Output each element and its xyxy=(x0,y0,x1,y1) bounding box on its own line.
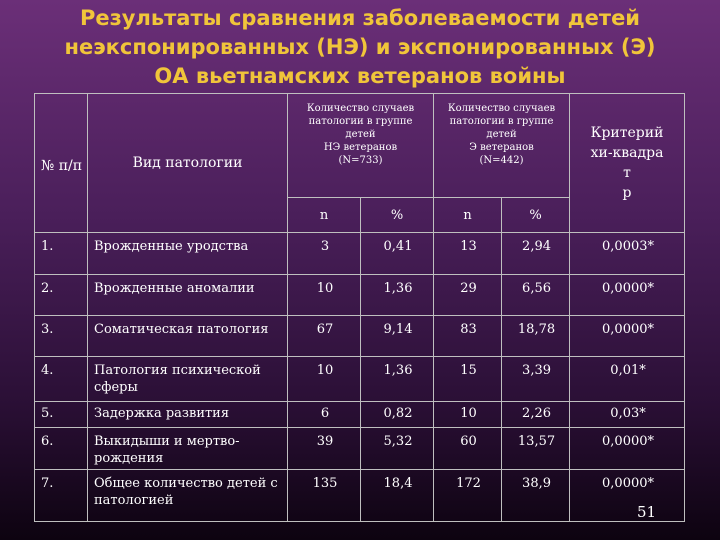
row-e-pct: 2,94 xyxy=(502,233,570,275)
row-criterion: 0,0000* xyxy=(570,275,685,316)
table-row xyxy=(35,402,685,428)
header-pathology: Вид патологии xyxy=(88,94,288,233)
row-ne-pct: 18,4 xyxy=(361,470,434,522)
title-line-1: Результаты сравнения заболеваемости детей xyxy=(79,6,641,30)
row-pathology: Задержка развития xyxy=(88,402,288,428)
header-ne-pct: % xyxy=(361,198,434,233)
table-row xyxy=(35,316,685,357)
table-row xyxy=(35,275,685,316)
row-criterion: 0,0000* xyxy=(570,428,685,470)
row-ne-n: 10 xyxy=(288,275,361,316)
row-pathology: Врожденные аномалии xyxy=(88,275,288,316)
row-number: 5. xyxy=(35,402,88,428)
row-criterion: 0,0003* xyxy=(570,233,685,275)
header-e-group: Количество случаев патологии в группе детей Э ветеранов (N=442) xyxy=(434,94,570,198)
row-pathology: Соматическая патология xyxy=(88,316,288,357)
row-ne-pct: 1,36 xyxy=(361,357,434,402)
row-e-pct: 6,56 xyxy=(502,275,570,316)
row-criterion: 0,0000* xyxy=(570,316,685,357)
row-pathology: Патология психической сферы xyxy=(88,357,288,402)
row-e-pct: 38,9 xyxy=(502,470,570,522)
row-ne-pct: 9,14 xyxy=(361,316,434,357)
header-e-n: n xyxy=(434,198,502,233)
row-ne-pct: 5,32 xyxy=(361,428,434,470)
row-e-n: 29 xyxy=(434,275,502,316)
header-ne-group: Количество случаев патологии в группе детей НЭ ветеранов (N=733) xyxy=(288,94,434,198)
table-row xyxy=(35,428,685,470)
slide-title xyxy=(10,4,710,91)
row-ne-n: 67 xyxy=(288,316,361,357)
row-ne-n: 3 xyxy=(288,233,361,275)
row-e-pct: 13,57 xyxy=(502,428,570,470)
row-e-n: 60 xyxy=(434,428,502,470)
row-number: 7. xyxy=(35,470,88,522)
table-row xyxy=(35,233,685,275)
row-e-pct: 3,39 xyxy=(502,357,570,402)
row-ne-pct: 0,41 xyxy=(361,233,434,275)
header-number: № п/п xyxy=(35,94,88,233)
row-ne-n: 6 xyxy=(288,402,361,428)
row-pathology: Выкидыши и мертво-рождения xyxy=(88,428,288,470)
page-number: 51 xyxy=(637,503,657,521)
header-e-pct: % xyxy=(502,198,570,233)
row-e-pct: 2,26 xyxy=(502,402,570,428)
row-number: 4. xyxy=(35,357,88,402)
row-ne-n: 10 xyxy=(288,357,361,402)
row-criterion: 0,03* xyxy=(570,402,685,428)
row-pathology: Общее количество детей с патологией xyxy=(88,470,288,522)
row-criterion: 0,0000* xyxy=(570,470,685,522)
row-number: 3. xyxy=(35,316,88,357)
row-e-pct: 18,78 xyxy=(502,316,570,357)
table-row xyxy=(35,357,685,402)
row-ne-pct: 0,82 xyxy=(361,402,434,428)
row-number: 1. xyxy=(35,233,88,275)
row-number: 6. xyxy=(35,428,88,470)
header-criterion: Критерий хи-квадра т р xyxy=(570,94,685,233)
row-ne-pct: 1,36 xyxy=(361,275,434,316)
row-number: 2. xyxy=(35,275,88,316)
row-e-n: 13 xyxy=(434,233,502,275)
header-ne-n: n xyxy=(288,198,361,233)
table-row xyxy=(35,470,685,522)
title-line-2: неэкспонированных (НЭ) и экспонированных (Э) xyxy=(64,35,656,59)
title-line-3: ОА вьетнамских ветеранов войны xyxy=(154,64,566,88)
row-e-n: 15 xyxy=(434,357,502,402)
row-pathology: Врожденные уродства xyxy=(88,233,288,275)
row-ne-n: 135 xyxy=(288,470,361,522)
row-ne-n: 39 xyxy=(288,428,361,470)
row-e-n: 172 xyxy=(434,470,502,522)
row-e-n: 83 xyxy=(434,316,502,357)
row-criterion: 0,01* xyxy=(570,357,685,402)
row-e-n: 10 xyxy=(434,402,502,428)
morbidity-table xyxy=(34,93,685,522)
